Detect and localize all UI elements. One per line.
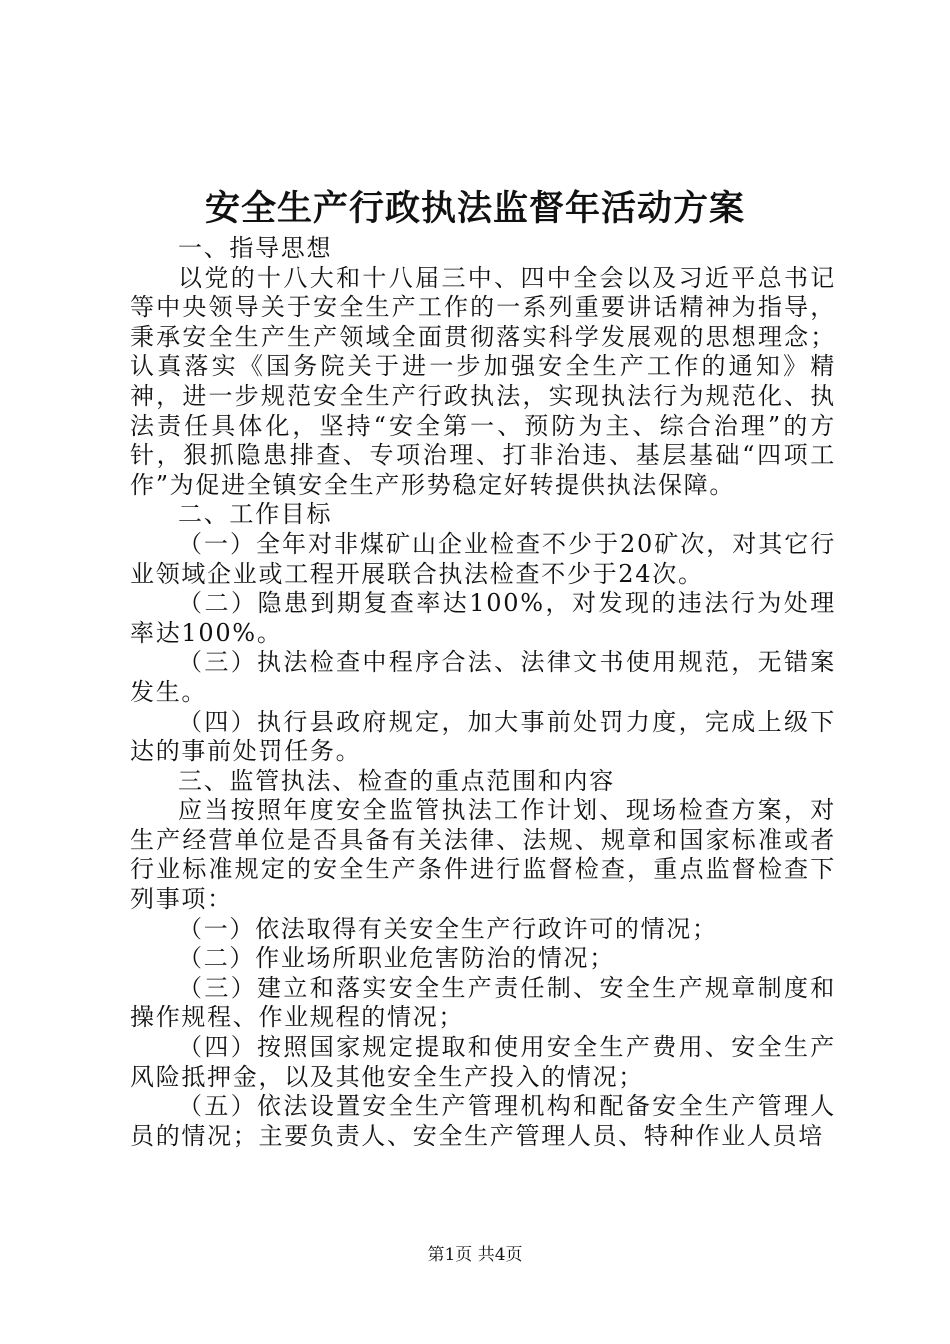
scope-item-3: （三）建立和落实安全生产责任制、安全生产规章制度和操作规程、作业规程的情况；: [130, 973, 836, 1032]
paragraph-guiding-ideology: 以党的十八大和十八届三中、四中全会以及习近平总书记等中央领导关于安全生产工作的一系列重要讲话精神为指导，秉承安全生产生产领域全面贯彻落实科学发展观的思想理念；认真落实《国务院关于进一步加强安全生产工作的通知》精神，进一步规范安全生产行政执法，实现执法行为规范化、执法责任具体化，坚持“安全第一、预防为主、综合治理”的方针，狠抓隐患排查、专项治理、打非治违、基层基础“四项工作”为促进全镇安全生产形势稳定好转提供执法保障。: [130, 263, 836, 499]
document-title: 安全生产行政执法监督年活动方案: [204, 188, 745, 229]
goal-item-4: （四）执行县政府规定，加大事前处罚力度，完成上级下达的事前处罚任务。: [130, 707, 836, 766]
heading-work-goals: 二、工作目标: [178, 500, 333, 529]
goal-item-2: （二）隐患到期复查率达100%，对发现的违法行为处理率达100%。: [130, 589, 836, 647]
scope-item-2: （二）作业场所职业危害防治的情况；: [178, 944, 615, 973]
page-number: 第1页 共4页: [427, 1245, 523, 1265]
scope-item-5: （五）依法设置安全生产管理机构和配备安全生产管理人员的情况；主要负责人、安全生产管理人员、特种作业人员培: [130, 1092, 836, 1150]
paragraph-inspection-scope: 应当按照年度安全监管执法工作计划、现场检查方案，对生产经营单位是否具备有关法律、法规、规章和国家标准或者行业标准规定的安全生产条件进行监督检查，重点监督检查下列事项：: [130, 796, 836, 914]
scope-item-4: （四）按照国家规定提取和使用安全生产费用、安全生产风险抵押金，以及其他安全生产投入的情况；: [130, 1033, 836, 1091]
heading-guiding-ideology: 一、指导思想: [178, 234, 333, 262]
document-body: [130, 234, 836, 1151]
scope-item-1: （一）依法取得有关安全生产行政许可的情况；: [178, 914, 718, 943]
goal-item-1: （一）全年对非煤矿山企业检查不少于20矿次，对其它行业领域企业或工程开展联合执法检查不少于24次。: [130, 529, 836, 588]
heading-inspection-scope: 三、监管执法、检查的重点范围和内容: [178, 766, 615, 795]
goal-item-3: （三）执法检查中程序合法、法律文书使用规范，无错案发生。: [130, 648, 836, 706]
